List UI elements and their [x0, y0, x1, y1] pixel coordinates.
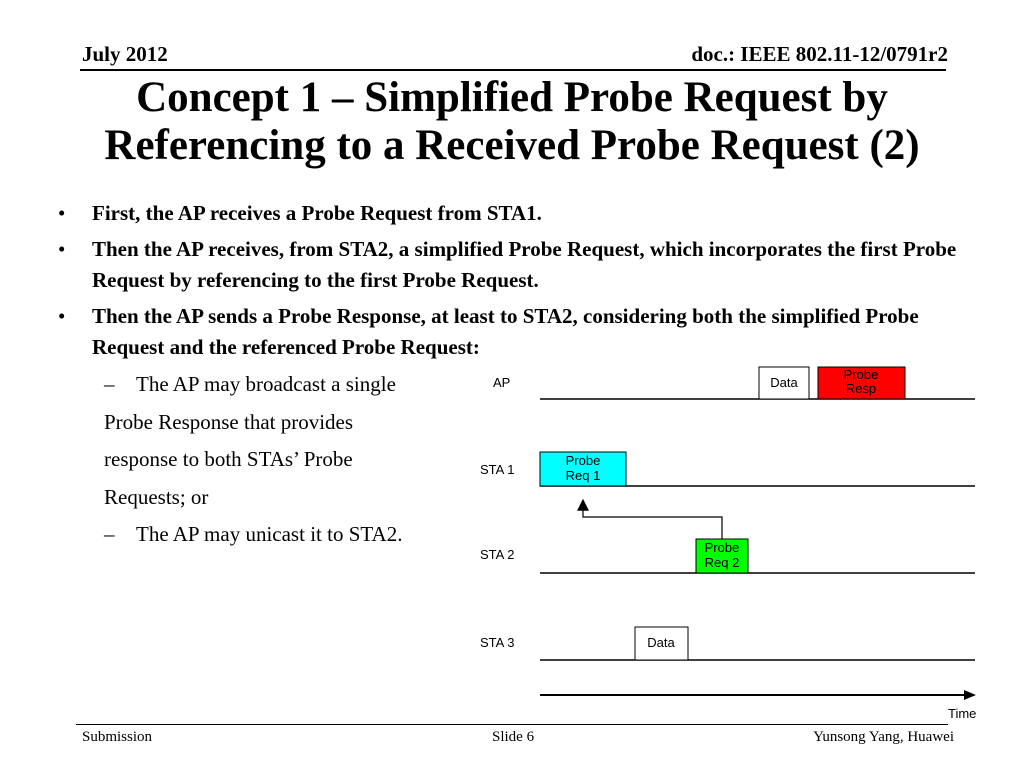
ap-data-label: Data: [770, 375, 798, 390]
timing-diagram: [470, 358, 980, 724]
probe-resp-label-1: Probe: [843, 367, 879, 382]
header-date: July 2012: [82, 42, 168, 66]
probe-req2-label-2: Req 2: [704, 555, 740, 570]
reference-arrow: [583, 500, 722, 539]
sub-bullet-line: Probe Response that provides: [104, 409, 354, 434]
row-label-sta1: STA 1: [480, 462, 515, 477]
sta3-data-label: Data: [647, 635, 675, 650]
row-label-sta2: STA 2: [480, 547, 515, 562]
bullet-list: [54, 198, 974, 368]
footer-submission: Submission: [82, 729, 153, 745]
sub-bullet-text: The AP may unicast it to STA2.: [136, 522, 403, 546]
row-label-ap: AP: [493, 375, 511, 390]
bullet-text: Then the AP sends a Probe Response, at least to STA2, considering both the simplified Probe Request and the referenced Probe Request:: [92, 304, 919, 359]
slide-title-line-2: Referencing to a Received Probe Request (2): [104, 122, 920, 169]
bullet-dot-icon: •: [58, 201, 66, 225]
slide-title-line-1: Concept 1 – Simplified Probe Request by: [136, 74, 888, 121]
footer-slide-number: Slide 6: [492, 729, 535, 745]
bullet-text: Then the AP receives, from STA2, a simplified Probe Request, which incorporates the first Probe Request by referencing to the first Probe Request.: [92, 237, 957, 292]
sub-bullet-line: [104, 366, 484, 404]
probe-req1-label-1: Probe: [565, 453, 601, 468]
bullet-item: [54, 301, 974, 363]
probe-req1-label-2: Req 1: [565, 468, 601, 483]
sub-bullet-list: [104, 366, 484, 554]
sub-bullet-line: response to both STAs’ Probe: [104, 447, 353, 471]
slide-title: [60, 74, 964, 170]
dash-icon: –: [104, 372, 115, 396]
sub-bullet-line: Requests; or: [104, 484, 209, 509]
footer-divider: [76, 724, 948, 725]
probe-resp-label-2: Resp: [845, 381, 877, 396]
header-divider: [80, 69, 946, 71]
bullet-item: [54, 198, 974, 229]
bullet-dot-icon: •: [58, 237, 66, 261]
bullet-text: First, the AP receives a Probe Request from STA1.: [92, 201, 542, 225]
bullet-item: [54, 234, 974, 296]
time-axis-label: Time: [948, 706, 977, 721]
sub-bullet-text: The AP may broadcast a single: [136, 372, 396, 396]
sub-bullet-line: [104, 516, 484, 554]
header-doc-id: doc.: IEEE 802.11-12/0791r2: [691, 42, 948, 66]
dash-icon: –: [104, 522, 115, 546]
row-label-sta3: STA 3: [480, 635, 515, 650]
time-axis-arrow-icon: [964, 690, 976, 700]
bullet-dot-icon: •: [58, 304, 66, 328]
footer-author: Yunsong Yang, Huawei: [813, 729, 954, 745]
probe-req2-label-1: Probe: [704, 540, 740, 555]
